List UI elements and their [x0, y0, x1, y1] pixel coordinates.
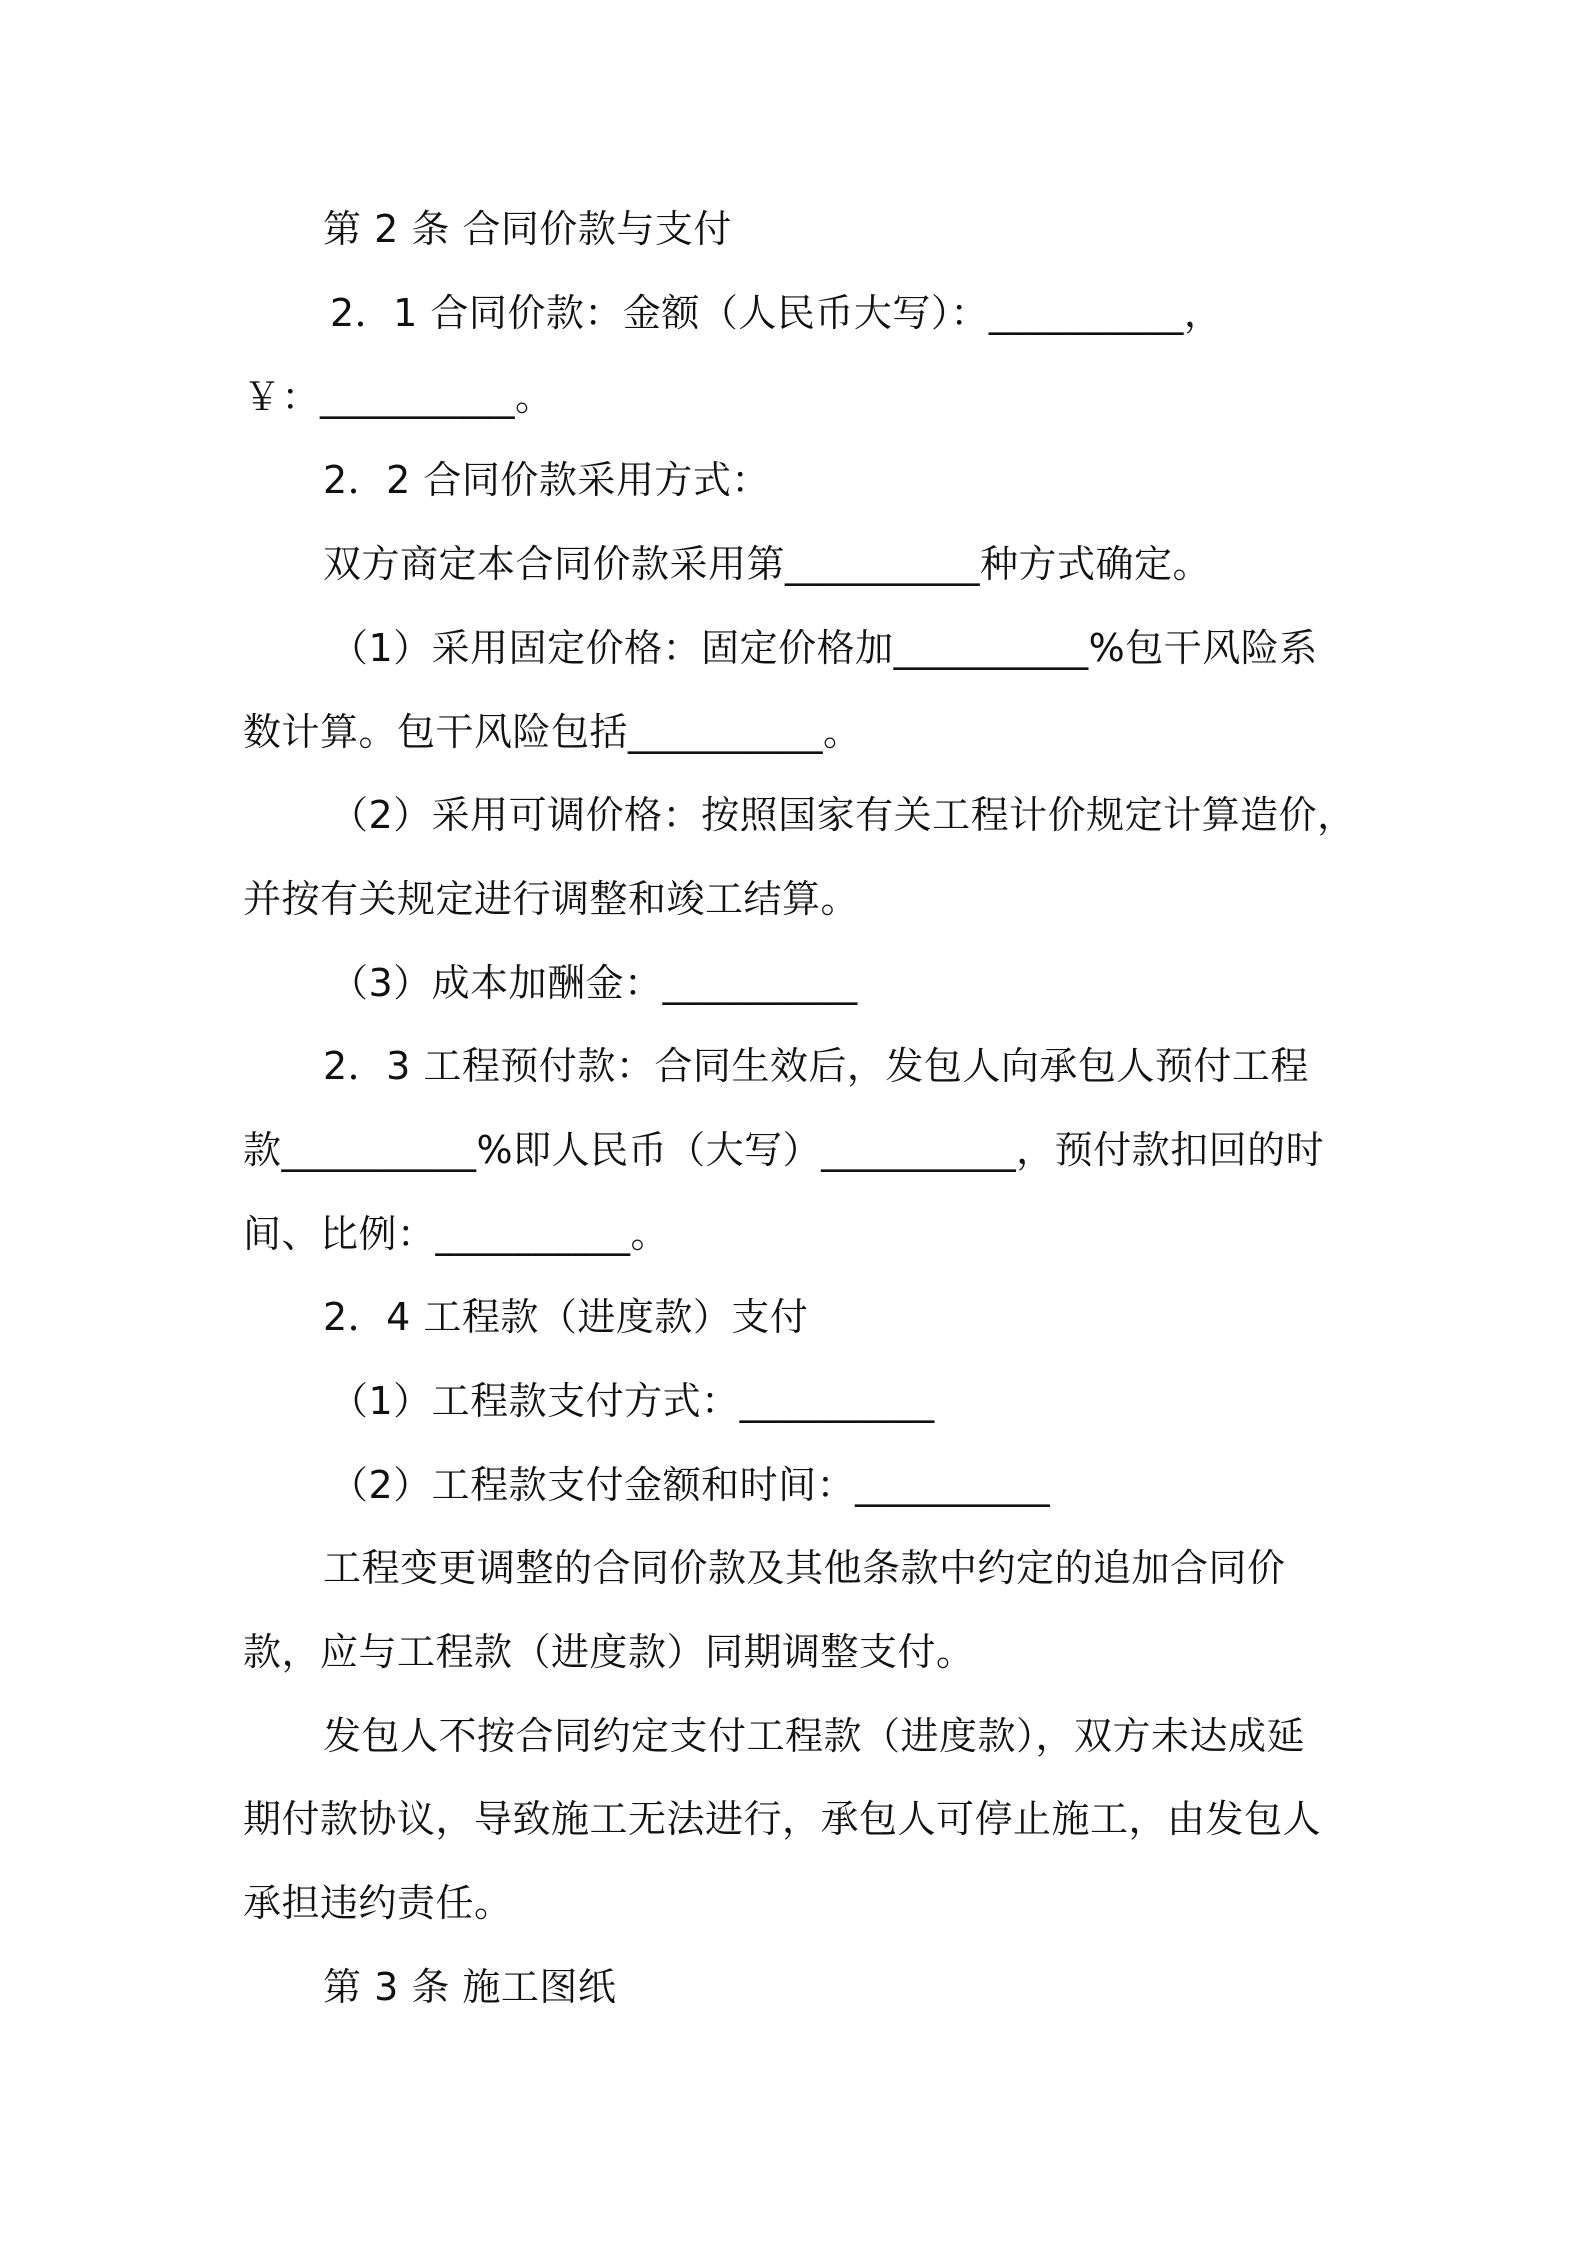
change-adjustment-line-2: 款，应与工程款（进度款）同期调整支付。 — [243, 1630, 975, 1674]
clause-2-3-line-2: 款__________%即人民币（大写）__________，预付款扣回的时 — [243, 1128, 1325, 1172]
option-1-line-1: （1）采用固定价格：固定价格加__________%包干风险系 — [330, 626, 1318, 670]
clause-2-3-line-1: 2．3 工程预付款：合同生效后，发包人向承包人预付工程 — [323, 1044, 1309, 1088]
clause-2-1-line-1: 2．1 合同价款：金额（人民币大写）：__________， — [330, 291, 1223, 335]
default-liability-line-3: 承担违约责任。 — [243, 1881, 513, 1925]
clause-2-1-line-2: ￥：__________。 — [243, 375, 554, 419]
clause-2-4-heading: 2．4 工程款（进度款）支付 — [323, 1295, 809, 1339]
option-3-line: （3）成本加酬金：__________ — [330, 961, 858, 1005]
option-2-line-2: 并按有关规定进行调整和竣工结算。 — [243, 877, 860, 921]
default-liability-line-1: 发包人不按合同约定支付工程款（进度款），双方未达成延 — [323, 1714, 1306, 1758]
default-liability-line-2: 期付款协议，导致施工无法进行，承包人可停止施工，由发包人 — [243, 1797, 1322, 1841]
option-1-line-2: 数计算。包干风险包括__________。 — [243, 710, 862, 754]
change-adjustment-line-1: 工程变更调整的合同价款及其他条款中约定的追加合同价 — [323, 1546, 1286, 1590]
article-2-heading: 第 2 条 合同价款与支付 — [323, 207, 732, 251]
clause-2-3-line-3: 间、比例：__________。 — [243, 1212, 670, 1256]
clause-2-4-item-1: （1）工程款支付方式：__________ — [330, 1379, 935, 1423]
clause-2-2-text: 双方商定本合同价款采用第__________种方式确定。 — [323, 542, 1212, 586]
article-3-heading: 第 3 条 施工图纸 — [323, 1965, 617, 2009]
option-2-line-1: （2）采用可调价格：按照国家有关工程计价规定计算造价， — [330, 793, 1356, 837]
clause-2-4-item-2: （2）工程款支付金额和时间：__________ — [330, 1463, 1051, 1507]
clause-2-2-heading: 2．2 合同价款采用方式： — [323, 458, 770, 502]
